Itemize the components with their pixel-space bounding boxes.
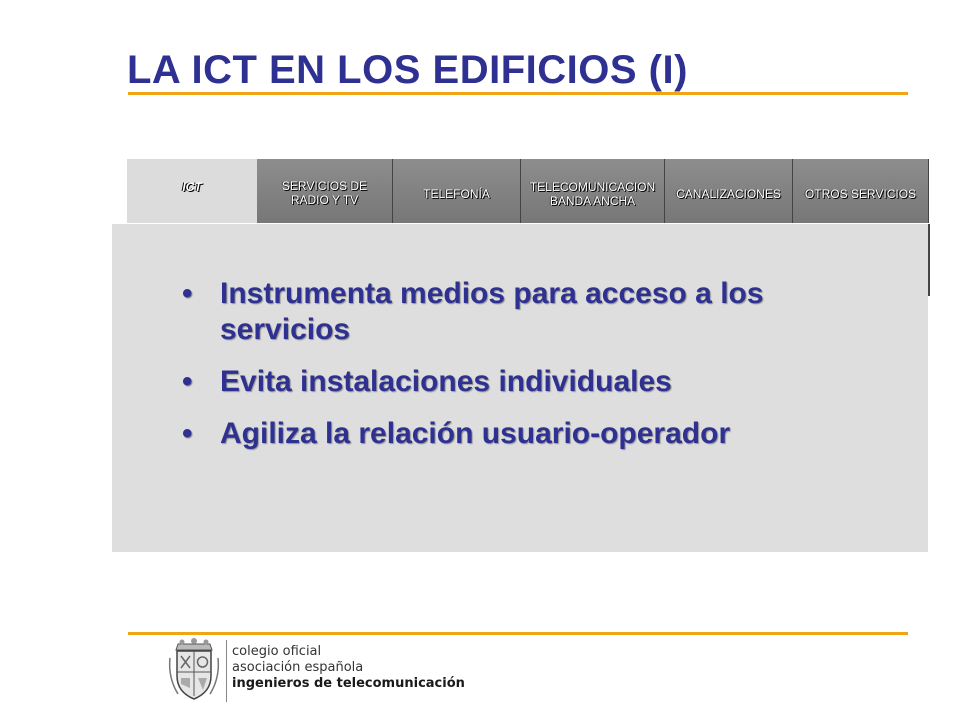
title-underline — [128, 92, 908, 95]
bullet-text: Agiliza la relación usuario-operador — [220, 417, 731, 450]
slide-title: LA ICT EN LOS EDIFICIOS (I) — [127, 48, 688, 92]
bullet-icon: • — [182, 417, 193, 450]
organization-logo — [168, 638, 465, 706]
tab-label: TELEFONÍA — [423, 187, 490, 201]
footer-rule — [128, 632, 908, 635]
logo-line-2: asociación española — [232, 660, 364, 675]
logo-line-1: colegio oficial — [232, 644, 322, 659]
tab-servicios-radio-tv[interactable] — [257, 159, 393, 223]
list-item — [178, 276, 898, 348]
tab-telecomunicacion-banda-ancha[interactable] — [521, 159, 665, 223]
logo-line-3: ingenieros de telecomunicación — [232, 676, 465, 691]
tab-label: OTROS SERVICIOS — [804, 187, 917, 201]
logo-divider — [226, 640, 227, 702]
tab-label: SERVICIOS DE RADIO Y TV — [281, 179, 368, 207]
bullet-icon: • — [182, 277, 193, 310]
list-item — [178, 364, 898, 400]
tab-label: ICT — [182, 180, 202, 194]
tab-ict[interactable] — [127, 159, 257, 223]
list-item — [178, 416, 898, 452]
bullet-text: Instrumenta medios para acceso a los servicios — [220, 277, 764, 346]
bullet-text: Evita instalaciones individuales — [220, 365, 672, 398]
tab-bar — [127, 159, 929, 224]
tab-canalizaciones[interactable] — [665, 159, 793, 223]
tab-edge — [928, 224, 930, 296]
tab-telefonia[interactable] — [393, 159, 521, 223]
tab-otros-servicios[interactable] — [793, 159, 929, 223]
bullet-icon: • — [182, 365, 193, 398]
coat-of-arms-icon — [168, 638, 220, 702]
tab-label: TELECOMUNICACION BANDA ANCHA — [529, 180, 656, 208]
tab-label: CANALIZACIONES — [676, 187, 781, 201]
bullet-list — [178, 276, 898, 468]
logo-text — [232, 644, 465, 692]
